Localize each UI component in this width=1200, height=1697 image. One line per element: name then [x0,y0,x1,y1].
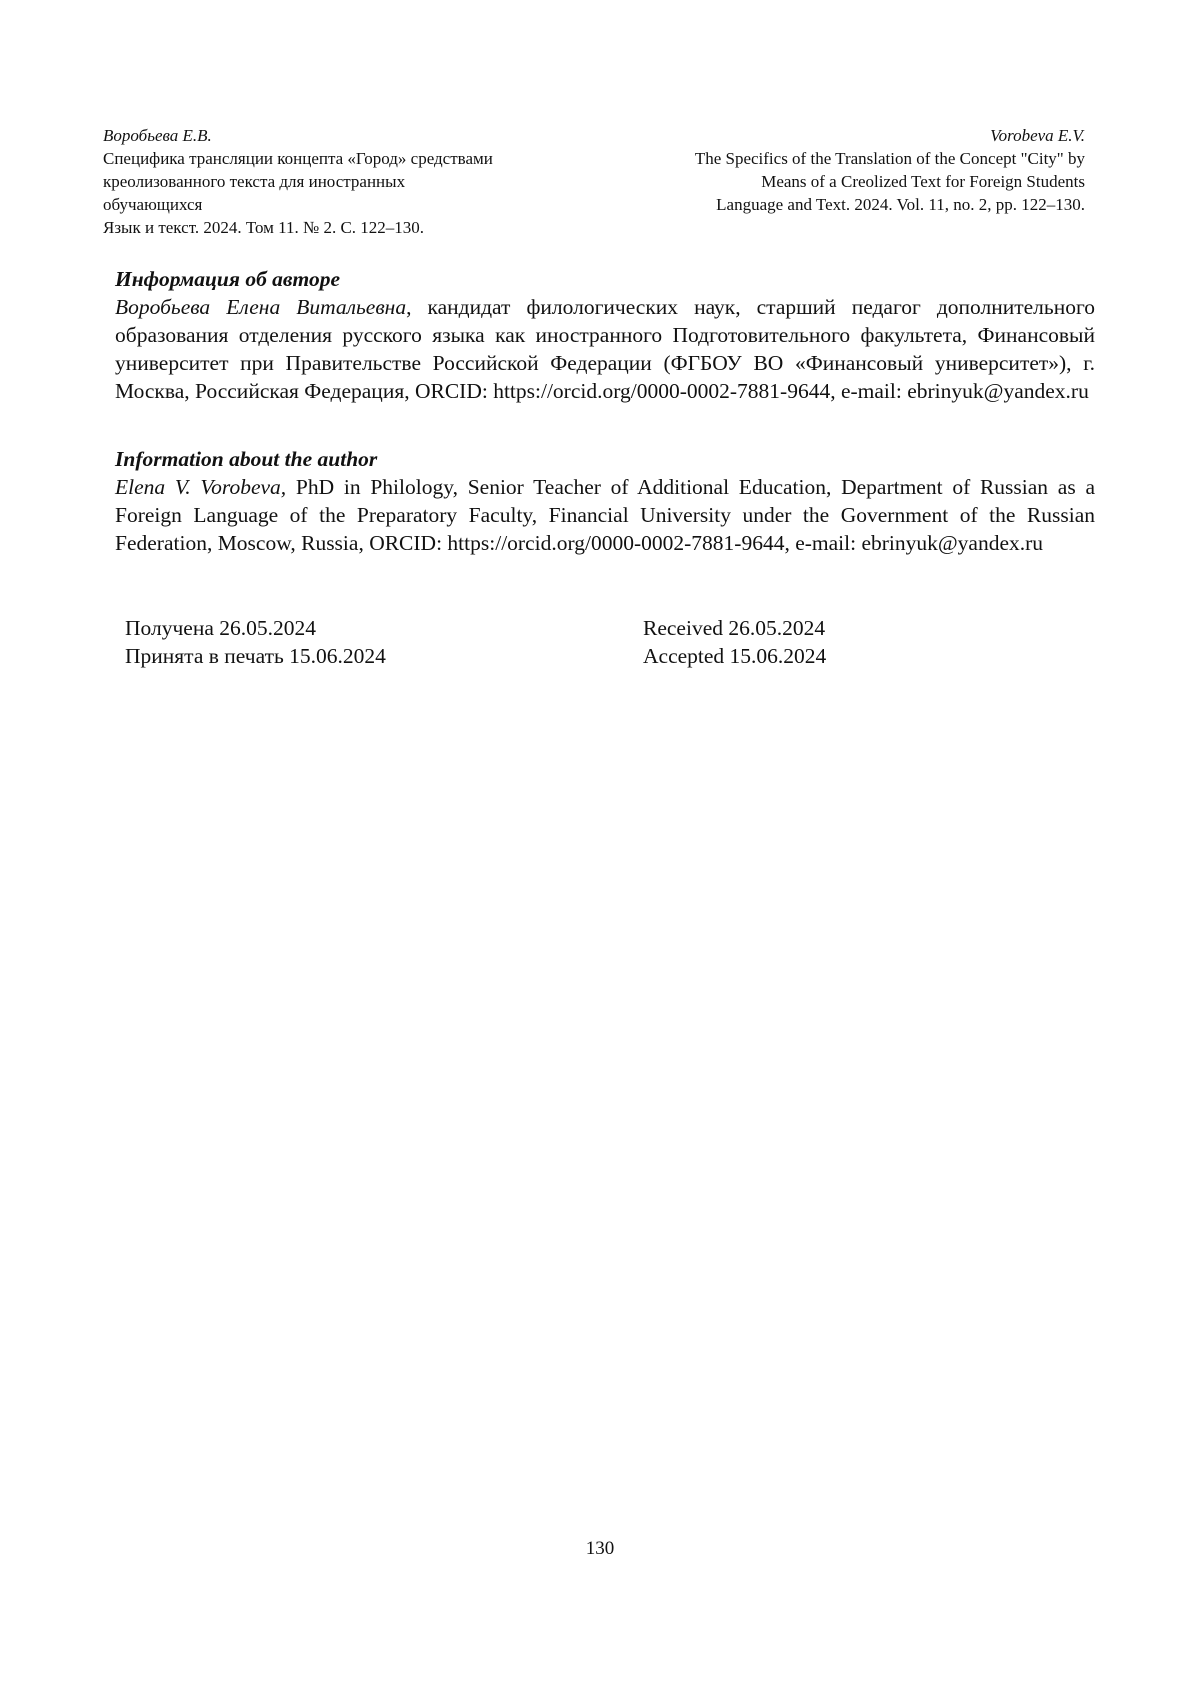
author-info-heading-ru: Информация об авторе [115,265,1095,293]
author-details-en: PhD in Philology, Senior Teacher of Additional Education, Department of Russian as a Foreign Language of the Preparatory Faculty, Financial University under the Government of the Russian Federation, Moscow, Russia, ORCID: https://orcid.org/0000-0002-7881-9644, e-mail: ebrinyuk@yandex.ru [115,475,1095,555]
accepted-date-ru: Принята в печать 15.06.2024 [125,642,386,670]
author-info-body-ru [115,293,1095,405]
header-title-ru-line2: креолизованного текста для иностранных [103,170,603,193]
header-title-en-line2: Means of a Creolized Text for Foreign Students [585,170,1085,193]
author-info-body-en [115,473,1095,557]
header-title-ru-line3: обучающихся [103,193,603,216]
dates-english [643,614,826,670]
author-details-ru: , кандидат филологических наук, старший педагог дополнительного образования отделения русского языка как иностранного Подготовительного факультета, Финансовый университет при Правительстве Российской Федерации (ФГБОУ ВО «Финансовый университет»), г. Москва, Российская Федерация, ORCID: https://orcid.org/0000-0002-7881-9644, e-mail: ebrinyuk@yandex.ru [115,295,1095,403]
author-info-russian [115,265,1095,405]
author-name-ru: Воробьева Елена Витальевна [115,295,406,319]
dates-russian [125,614,386,670]
header-left-russian [103,124,603,239]
header-right-english [585,124,1085,216]
header-citation-en: Language and Text. 2024. Vol. 11, no. 2, pp. 122–130. [585,193,1085,216]
header-title-en-line1: The Specifics of the Translation of the Concept "City" by [585,147,1085,170]
header-citation-ru: Язык и текст. 2024. Том 11. № 2. С. 122–130. [103,216,603,239]
received-date-ru: Получена 26.05.2024 [125,614,386,642]
header-author-en: Vorobeva E.V. [585,124,1085,147]
author-info-heading-en: Information about the author [115,445,1095,473]
author-name-en: Elena V. Vorobeva, [115,475,286,499]
accepted-date-en: Accepted 15.06.2024 [643,642,826,670]
header-title-ru-line1: Специфика трансляции концепта «Город» средствами [103,147,603,170]
received-date-en: Received 26.05.2024 [643,614,826,642]
page-number: 130 [0,1538,1200,1560]
header-author-ru: Воробьева Е.В. [103,124,603,147]
author-info-english [115,445,1095,557]
